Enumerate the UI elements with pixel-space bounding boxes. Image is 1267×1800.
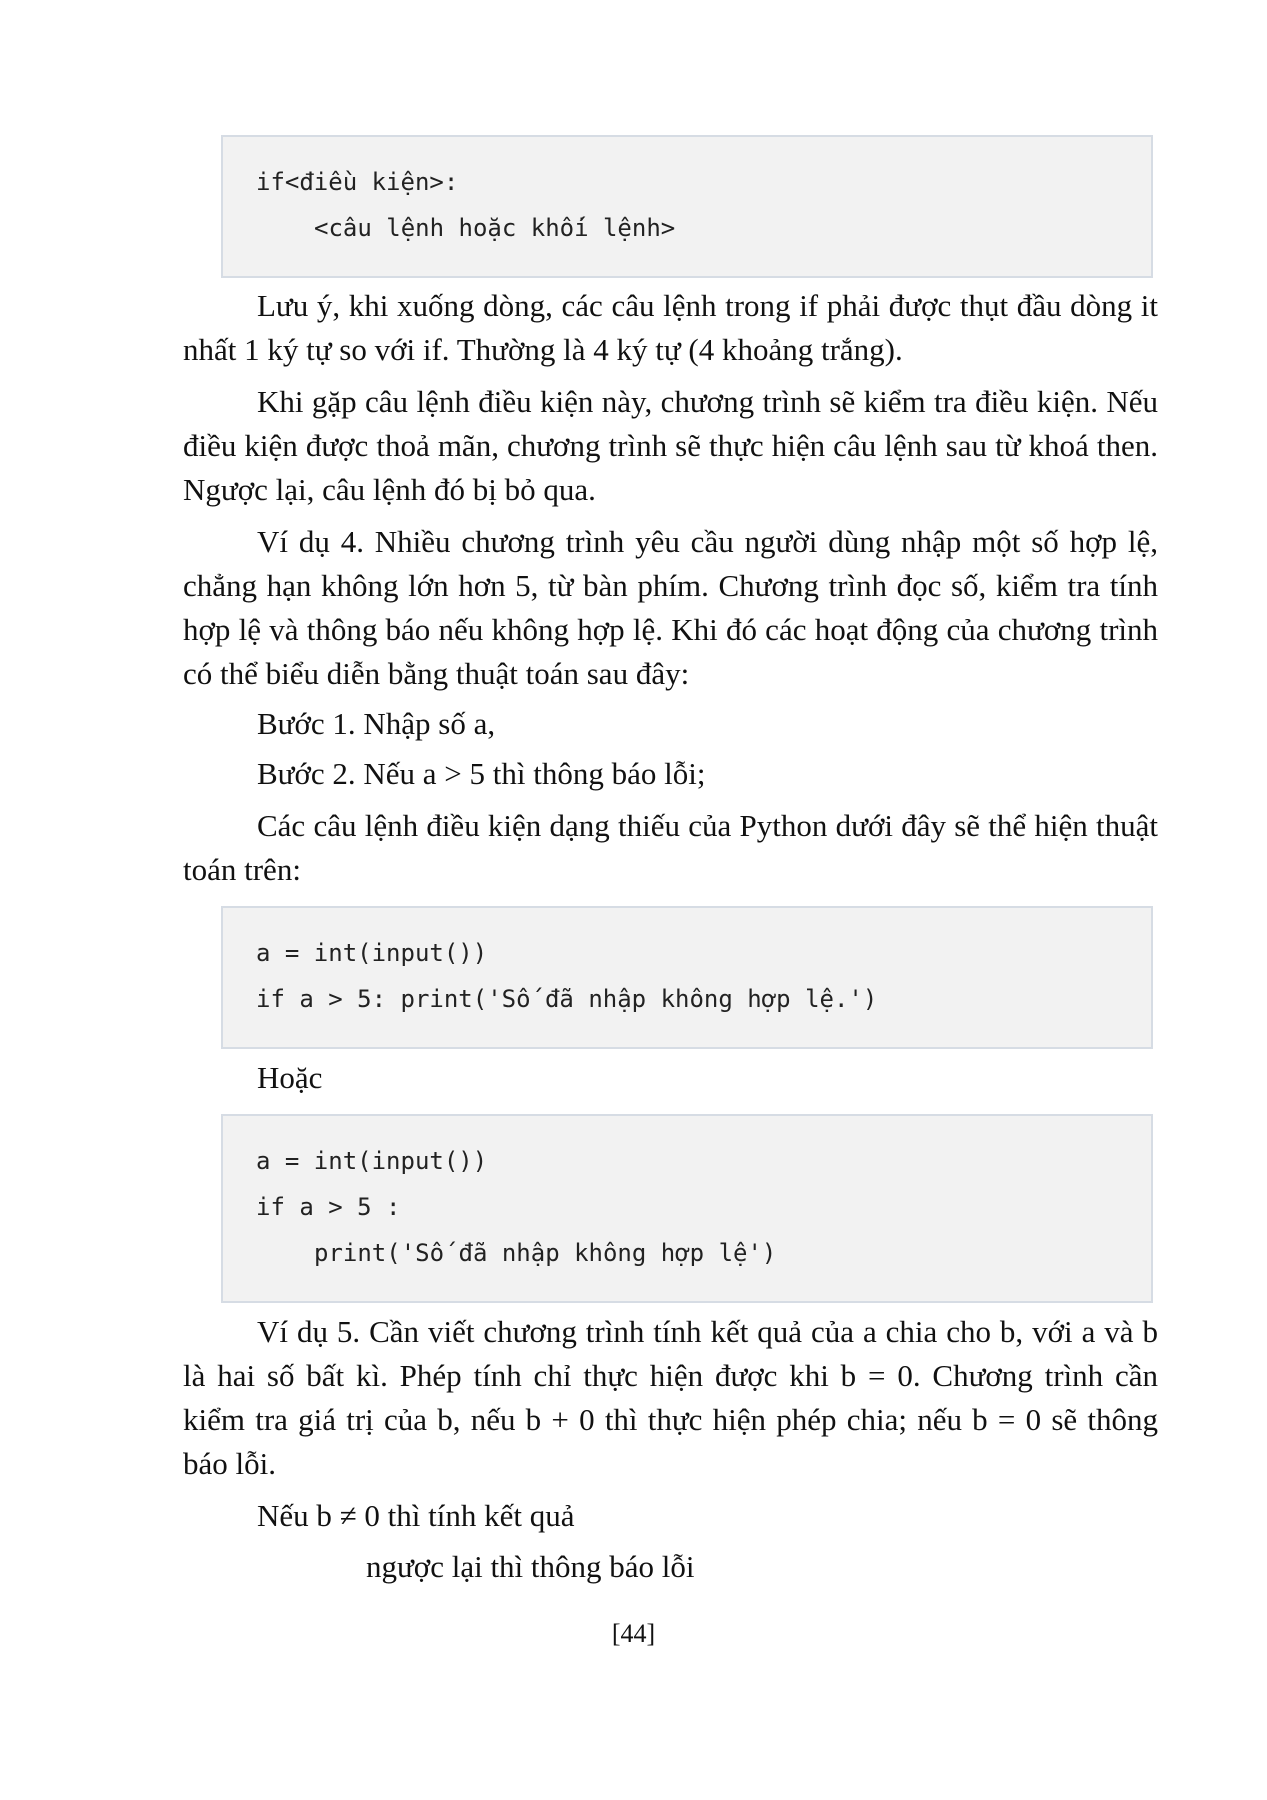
- code-line: <câu lệnh hoặc khối lệnh>: [314, 214, 676, 242]
- code-line: print('Số đã nhập không hợp lệ'): [314, 1239, 777, 1267]
- alternative-label: Hoặc: [257, 1060, 323, 1095]
- paragraph-example-5: Ví dụ 5. Cần viết chương trình tính kết quả của a chia cho b, với a và b là hai số bất kì. Phép tính chỉ thực hiện được khi b = 0. Chương trình cần kiểm tra giá trị của b, nếu b + 0 thì thực hiện phép chia; nếu b = 0 sẽ thông báo lỗi.: [183, 1314, 1158, 1481]
- paragraph-condition-explanation: Khi gặp câu lệnh điều kiện này, chương trình sẽ kiểm tra điều kiện. Nếu điều kiện được thoả mãn, chương trình sẽ thực hiện câu lệnh sau từ khoá then. Ngược lại, câu lệnh đó bị bỏ qua.: [183, 384, 1158, 507]
- algorithm-step-2: Bước 2. Nếu a > 5 thì thông báo lỗi;: [257, 756, 706, 791]
- condition-line-2: ngược lại thì thông báo lỗi: [366, 1549, 695, 1584]
- code-line: a = int(input()): [256, 1147, 488, 1175]
- code-block-example-4a: [221, 906, 1153, 1049]
- code-block-example-4b: [221, 1114, 1153, 1303]
- condition-line-1: Nếu b ≠ 0 thì tính kết quả: [257, 1498, 575, 1533]
- paragraph-indent-note: Lưu ý, khi xuống dòng, các câu lệnh trong if phải được thụt đầu dòng it nhất 1 ký tự so với if. Thường là 4 ký tự (4 khoảng trắng).: [183, 288, 1158, 367]
- code-block-if-syntax: [221, 135, 1153, 278]
- code-line: if<điều kiện>:: [256, 168, 459, 196]
- paragraph-python-intro: Các câu lệnh điều kiện dạng thiếu của Python dưới đây sẽ thể hiện thuật toán trên:: [183, 808, 1158, 887]
- algorithm-step-1: Bước 1. Nhập số a,: [257, 706, 496, 741]
- page-number: [44]: [611, 1619, 656, 1648]
- code-line: if a > 5 :: [256, 1193, 401, 1221]
- paragraph-example-4: Ví dụ 4. Nhiều chương trình yêu cầu người dùng nhập một số hợp lệ, chẳng hạn không lớn hơn 5, từ bàn phím. Chương trình đọc số, kiểm tra tính hợp lệ và thông báo nếu không hợp lệ. Khi đó các hoạt động của chương trình có thể biểu diễn bằng thuật toán sau đây:: [183, 524, 1158, 691]
- code-line: a = int(input()): [256, 939, 488, 967]
- code-line: if a > 5: print('Số đã nhập không hợp lệ.'): [256, 985, 878, 1013]
